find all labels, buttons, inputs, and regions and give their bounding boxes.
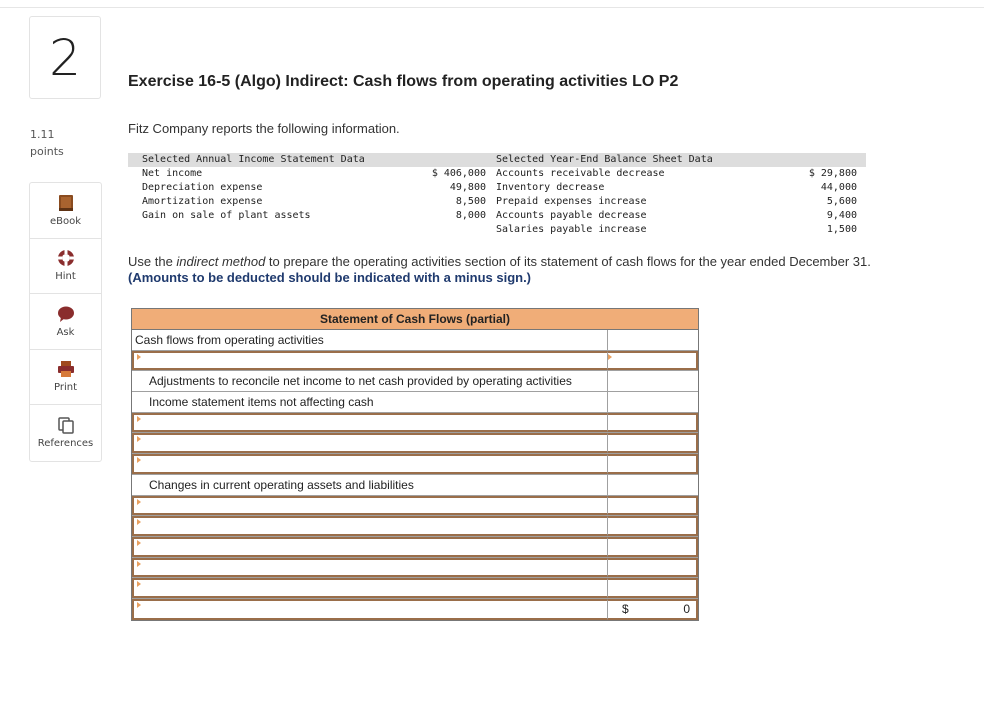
hint-label: Hint	[55, 271, 76, 283]
given-right-value: 44,000	[820, 182, 857, 193]
line-item-input[interactable]	[132, 413, 608, 433]
book-icon	[57, 194, 75, 212]
worksheet-input-row	[132, 454, 698, 475]
noncash-items-label: Income statement items not affecting cash	[132, 392, 608, 412]
worksheet-total-row	[132, 599, 698, 620]
given-left-value: 8,500	[455, 196, 486, 207]
amount-input[interactable]	[608, 433, 698, 453]
given-right-value: 9,400	[826, 210, 857, 221]
instruction-bold: (Amounts to be deducted should be indicated with a minus sign.)	[128, 270, 532, 285]
changes-label: Changes in current operating assets and liabilities	[132, 475, 608, 495]
cash-flow-worksheet	[131, 308, 699, 621]
income-statement-header: Selected Annual Income Statement Data	[142, 154, 365, 165]
line-item-input[interactable]	[132, 578, 608, 598]
given-data-table	[128, 153, 866, 237]
page-title: Exercise 16-5 (Algo) Indirect: Cash flows from operating activities LO P2	[128, 73, 679, 90]
given-left-label: Net income	[142, 168, 203, 179]
given-left-label: Depreciation expense	[142, 182, 263, 193]
lifebuoy-icon	[57, 249, 75, 267]
instruction-part2: to prepare the operating activities section of its statement of cash flows for the year ended December 31.	[265, 254, 871, 269]
given-row	[128, 181, 866, 195]
given-right-label: Salaries payable increase	[496, 224, 647, 235]
worksheet-input-row	[132, 516, 698, 537]
instruction-part1: Use the	[128, 254, 177, 269]
top-divider	[0, 7, 984, 8]
amount-input[interactable]	[608, 516, 698, 536]
worksheet-input-row	[132, 558, 698, 579]
given-row	[128, 223, 866, 237]
worksheet-input-row	[132, 433, 698, 454]
chat-bubble-icon	[57, 305, 75, 323]
given-left-label: Amortization expense	[142, 196, 263, 207]
worksheet-input-row	[132, 413, 698, 434]
worksheet-row	[132, 330, 698, 351]
given-row	[128, 167, 866, 181]
tool-sidebar	[29, 182, 102, 462]
line-item-input[interactable]	[132, 433, 608, 453]
line-item-input[interactable]	[132, 496, 608, 516]
given-left-value: 49,800	[449, 182, 486, 193]
given-right-label: Accounts receivable decrease	[496, 168, 665, 179]
given-row	[128, 195, 866, 209]
hint-button[interactable]	[30, 239, 101, 295]
printer-icon	[57, 360, 75, 378]
ask-label: Ask	[56, 326, 75, 338]
print-label: Print	[53, 382, 77, 394]
given-right-value: 5,600	[826, 196, 857, 207]
given-right-label: Accounts payable decrease	[496, 210, 647, 221]
line-item-input[interactable]	[132, 351, 608, 371]
ask-button[interactable]	[30, 294, 101, 350]
amount-input[interactable]	[608, 537, 698, 557]
given-right-label: Inventory decrease	[496, 182, 605, 193]
given-row	[128, 209, 866, 223]
intro-text: Fitz Company reports the following information.	[128, 121, 400, 136]
amount-input[interactable]	[608, 351, 698, 371]
amount-input[interactable]	[608, 496, 698, 516]
worksheet-row	[132, 392, 698, 413]
balance-sheet-header: Selected Year-End Balance Sheet Data	[496, 154, 713, 165]
worksheet-input-row	[132, 496, 698, 517]
line-item-input[interactable]	[132, 537, 608, 557]
points-value: 1.11	[30, 128, 55, 141]
given-left-value: $ 406,000	[431, 168, 486, 179]
worksheet-input-row	[132, 351, 698, 372]
given-left-label: Gain on sale of plant assets	[142, 210, 311, 221]
worksheet-input-row	[132, 537, 698, 558]
operating-activities-label: Cash flows from operating activities	[132, 330, 608, 350]
amount-input[interactable]	[608, 578, 698, 598]
points-label: points	[30, 145, 64, 158]
line-item-input[interactable]	[132, 558, 608, 578]
total-label-input[interactable]	[132, 599, 608, 620]
copy-icon	[57, 416, 75, 434]
question-number: 2	[29, 16, 101, 99]
worksheet-title: Statement of Cash Flows (partial)	[132, 309, 698, 330]
ebook-label: eBook	[49, 215, 82, 227]
given-header-row	[128, 153, 866, 167]
instruction-text	[128, 254, 871, 286]
total-amount	[608, 599, 698, 620]
worksheet-input-row	[132, 578, 698, 599]
print-button[interactable]	[30, 350, 101, 406]
amount-input[interactable]	[608, 454, 698, 474]
given-right-value: $ 29,800	[808, 168, 857, 179]
amount-input[interactable]	[608, 558, 698, 578]
given-right-value: 1,500	[826, 224, 857, 235]
instruction-emphasis: indirect method	[176, 254, 266, 269]
amount-input[interactable]	[608, 413, 698, 433]
worksheet-row	[132, 371, 698, 392]
references-label: References	[37, 438, 94, 450]
total-currency: $	[622, 602, 629, 617]
total-value: 0	[683, 602, 690, 617]
given-left-value: 8,000	[455, 210, 486, 221]
given-right-label: Prepaid expenses increase	[496, 196, 647, 207]
adjustments-label: Adjustments to reconcile net income to net cash provided by operating activities	[132, 371, 608, 391]
references-button[interactable]	[30, 405, 101, 461]
line-item-input[interactable]	[132, 516, 608, 536]
worksheet-row	[132, 475, 698, 496]
points-info	[30, 126, 64, 160]
ebook-button[interactable]	[30, 183, 101, 239]
line-item-input[interactable]	[132, 454, 608, 474]
